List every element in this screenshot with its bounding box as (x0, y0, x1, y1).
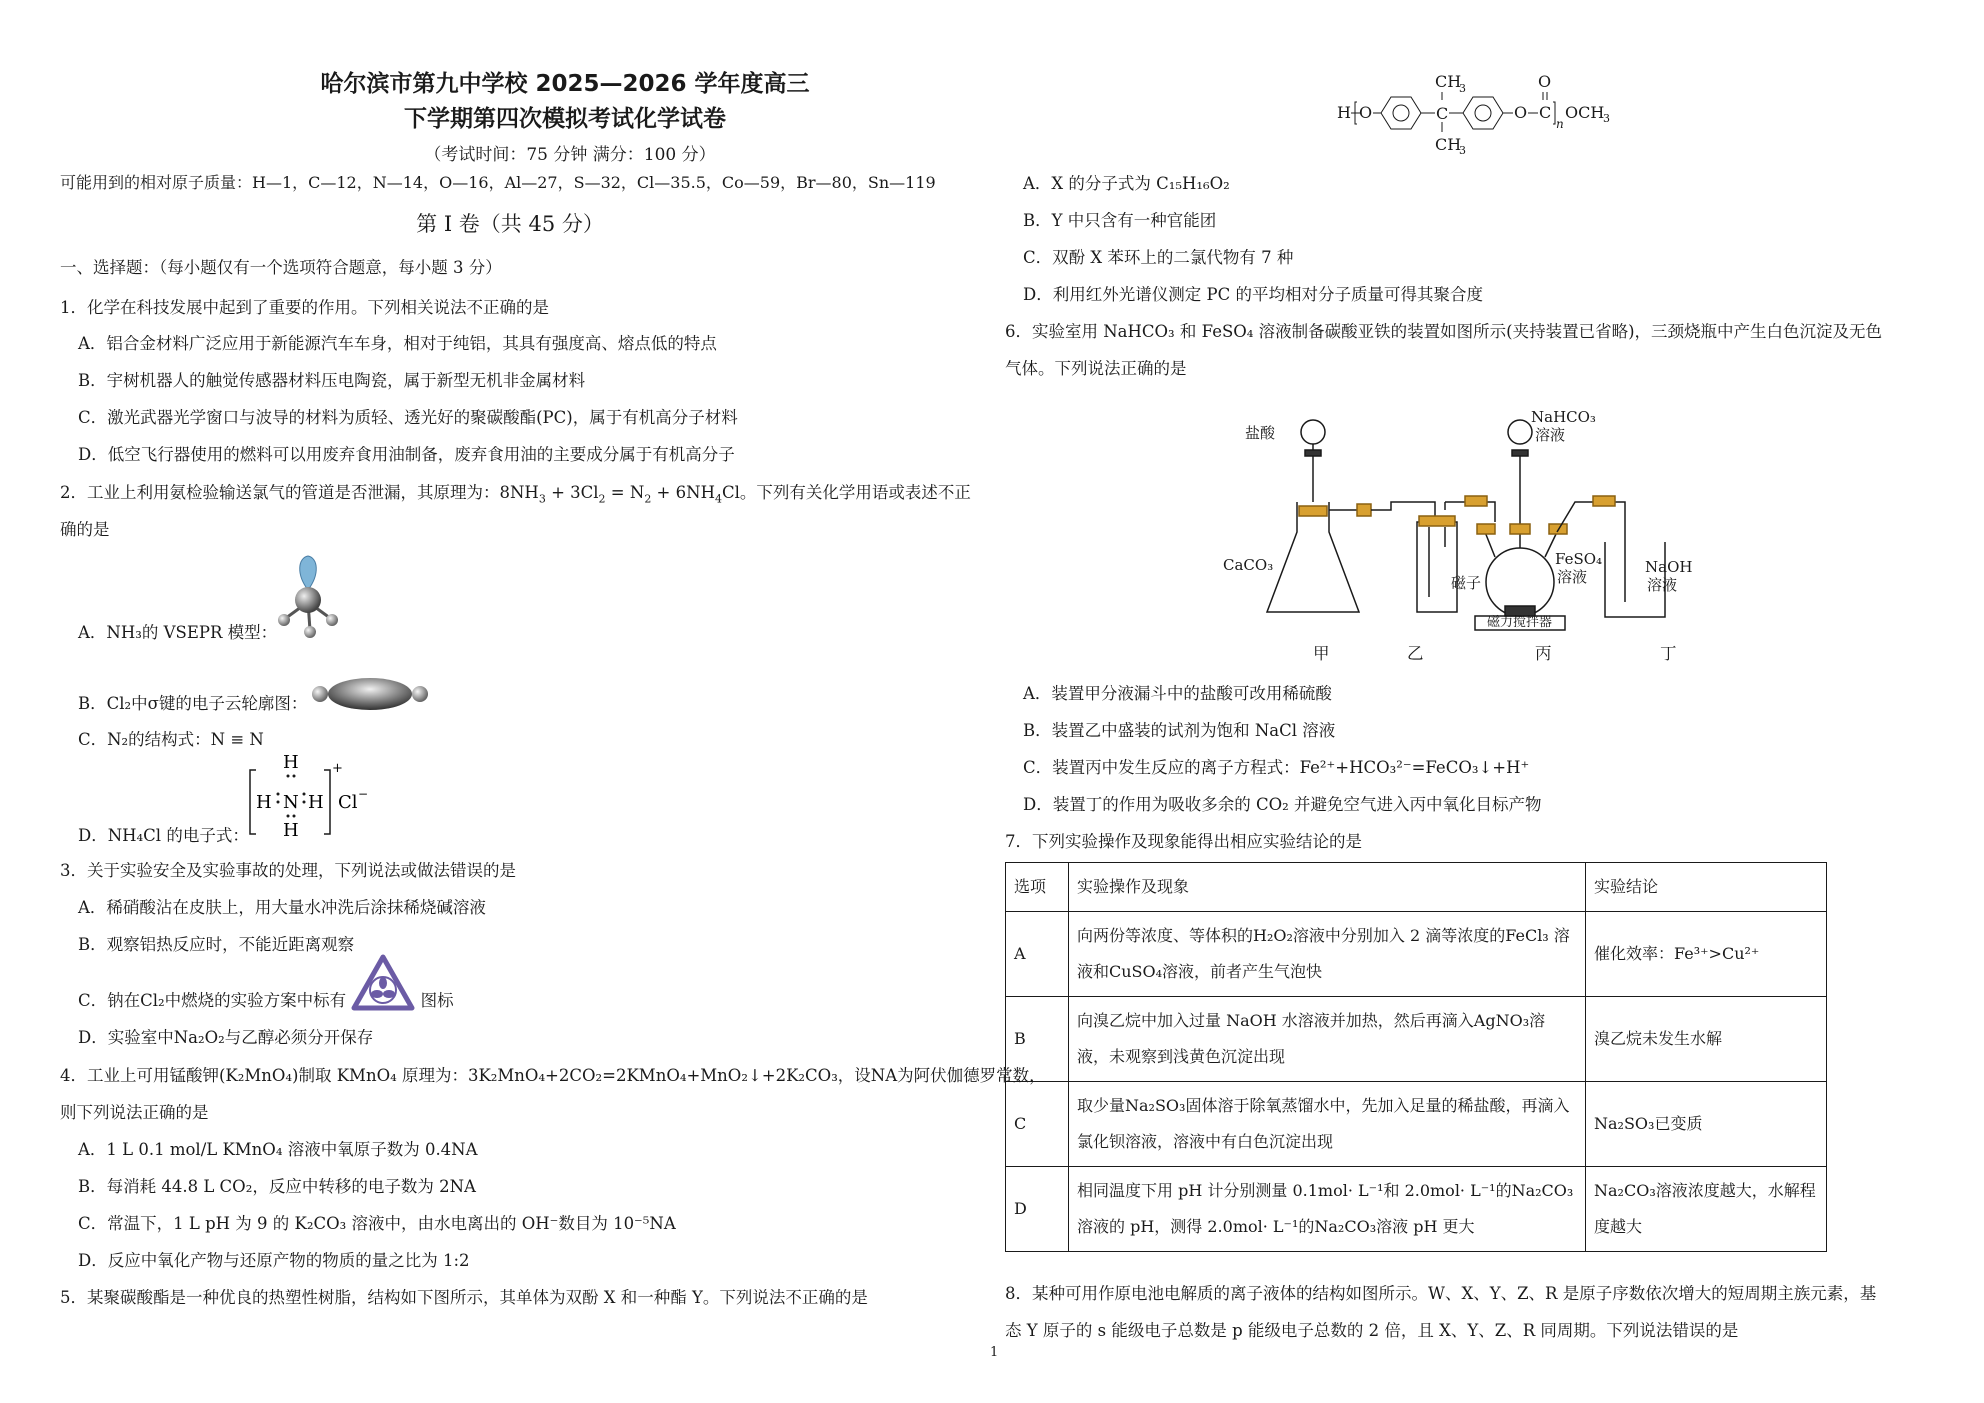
header-operation: 实验操作及现象 (1069, 863, 1586, 912)
label-naoh: NaOH (1645, 558, 1693, 576)
q4-option-c: C．常温下，1 L pH 为 9 的 K₂CO₃ 溶液中，由水电离出的 OH⁻数目为 10⁻⁵NA (78, 1214, 676, 1233)
q3-option-a: A．稀硝酸沾在皮肤上，用大量水冲洗后涂抹稀烧碱溶液 (78, 898, 486, 917)
svg-text:3: 3 (1459, 144, 1466, 157)
q2-option-d: D．NH₄Cl 的电子式： (78, 826, 249, 845)
row-b-operation: 向溴乙烷中加入过量 NaOH 水溶液并加热，然后再滴入AgNO₃溶液，未观察到浅黄色沉淀出现 (1069, 997, 1586, 1082)
label-nahco3-solution: 溶液 (1535, 426, 1566, 444)
svg-text:Cl: Cl (338, 792, 358, 813)
svg-text:H: H (256, 792, 272, 813)
svg-text:O: O (1359, 103, 1373, 122)
svg-text:3: 3 (1459, 82, 1466, 95)
q1-option-c: C．激光武器光学窗口与波导的材料为质轻、透光好的聚碳酸酯(PC)，属于有机高分子材料 (78, 408, 738, 427)
label-jia: 甲 (1313, 644, 1330, 663)
svg-text:−: − (358, 787, 369, 801)
row-a-option: A (1006, 912, 1069, 997)
q8-stem-cont: 态 Y 原子的 s 能级电子总数是 p 能级电子总数的 2 倍，且 X、Y、Z、R 同周期。下列说法错误的是 (1005, 1321, 1739, 1340)
q6-option-a: A．装置甲分液漏斗中的盐酸可改用稀硫酸 (1023, 684, 1332, 703)
q2-option-b: B．Cl₂中σ键的电子云轮廓图： (78, 694, 308, 713)
header-option: 选项 (1006, 863, 1069, 912)
label-nahco3: NaHCO₃ (1531, 408, 1596, 426)
svg-text:+: + (332, 761, 343, 776)
label-hcl: 盐酸 (1245, 424, 1276, 442)
separatory-funnel-jia (1301, 420, 1325, 444)
table-row (1006, 997, 1827, 1082)
svg-text:C: C (1436, 104, 1449, 123)
q3-option-c-suffix: 图标 (420, 991, 454, 1010)
q5-option-d: D．利用红外光谱仪测定 PC 的平均相对分子质量可得其聚合度 (1023, 285, 1483, 304)
label-ding: 丁 (1660, 644, 1677, 663)
label-caco3: CaCO₃ (1223, 556, 1274, 574)
exam-title-line2: 下学期第四次模拟考试化学试卷 (404, 106, 726, 132)
q4-stem: 4．工业上可用锰酸钾(K₂MnO₄)制取 KMnO₄ 原理为：3K₂MnO₄+2CO₂=2KMnO₄+MnO₂↓+2K₂CO₃，设NA为阿伏伽德罗常数， (60, 1066, 1046, 1085)
q2-stem-cont: 确的是 (60, 520, 110, 539)
svg-text:3: 3 (1603, 112, 1610, 125)
q3-option-c (78, 987, 454, 1012)
svg-text:N: N (283, 792, 299, 813)
sigma-bond-cloud-icon (310, 674, 430, 714)
ventilation-fan-icon (351, 954, 415, 1012)
polycarbonate-structure-icon (1335, 62, 1665, 162)
svg-text:CH: CH (1435, 135, 1462, 154)
q3-option-b: B．观察铝热反应时，不能近距离观察 (78, 935, 355, 954)
header-conclusion: 实验结论 (1586, 863, 1827, 912)
nh4cl-electron-formula-icon (246, 752, 369, 842)
row-c-operation: 取少量Na₂SO₃固体溶于除氧蒸馏水中，先加入足量的稀盐酸，再滴入氯化钡溶液，溶液中有白色沉淀出现 (1069, 1082, 1586, 1167)
q8-stem: 8．某种可用作原电池电解质的离子液体的结构如图所示。W、X、Y、Z、R 是原子序数依次增大的短周期主族元素，基 (1005, 1284, 1877, 1303)
svg-text:H: H (1337, 103, 1351, 122)
q6-stem-cont: 气体。下列说法正确的是 (1005, 359, 1187, 378)
q2-option-a: A．NH₃的 VSEPR 模型： (78, 623, 278, 642)
q6-option-d: D．装置丁的作用为吸收多余的 CO₂ 并避免空气进入丙中氧化目标产物 (1023, 795, 1542, 814)
q6-option-c: C．装置丙中发生反应的离子方程式：Fe²⁺+HCO₃²⁻=FeCO₃↓+H⁺ (1023, 758, 1530, 777)
row-a-operation: 向两份等浓度、等体积的H₂O₂溶液中分别加入 2 滴等浓度的FeCl₃ 溶液和CuSO₄溶液，前者产生气泡快 (1069, 912, 1586, 997)
q5-option-c: C．双酚 X 苯环上的二氯代物有 7 种 (1023, 248, 1294, 267)
q2-stem: 2．工业上利用氨检验输送氯气的管道是否泄漏，其原理为：$8NH_3 + 3Cl_2 = N_2 + 6NH_4Cl$。下列有关化学用语或表述不正 (60, 483, 971, 506)
row-d-option: D (1006, 1167, 1069, 1252)
svg-text:H: H (308, 792, 324, 813)
q3-option-c-text: C．钠在Cl₂中燃烧的实验方案中标有 (78, 991, 347, 1010)
q3-option-d: D．实验室中Na₂O₂与乙醇必须分开保存 (78, 1028, 374, 1047)
page-number: 1 (990, 1345, 999, 1360)
svg-text:C: C (1539, 103, 1552, 122)
label-naoh-solution: 溶液 (1647, 576, 1678, 594)
q2-option-c: C．N₂的结构式：N ≡ N (78, 730, 264, 749)
flask-jia (1267, 502, 1359, 612)
row-d-conclusion: Na₂CO₃溶液浓度越大，水解程度越大 (1586, 1167, 1827, 1252)
q6-stem: 6．实验室用 NaHCO₃ 和 FeSO₄ 溶液制备碳酸亚铁的装置如图所示(夹持装置已省略)，三颈烧瓶中产生白色沉淀及无色 (1005, 322, 1883, 341)
table-row (1006, 1167, 1827, 1252)
table-row (1006, 912, 1827, 997)
part-heading: 一、选择题：（每小题仅有一个选项符合题意，每小题 3 分） (60, 258, 502, 277)
label-yi: 乙 (1407, 644, 1424, 663)
exam-info: （考试时间：75 分钟 满分：100 分） (424, 145, 716, 165)
bottle-yi (1417, 522, 1457, 612)
q3-stem: 3．关于实验安全及实验事故的处理，下列说法或做法错误的是 (60, 861, 516, 880)
atomic-masses: 可能用到的相对原子质量：H—1，C—12，N—14，O—16，Al—27，S—32，Cl—35.5，Co—59，Br—80，Sn—119 (60, 173, 936, 192)
svg-text:OCH: OCH (1565, 103, 1605, 122)
table-header-row (1006, 863, 1827, 912)
row-a-conclusion: 催化效率：Fe³⁺>Cu²⁺ (1586, 912, 1827, 997)
experiment-table (1005, 862, 1827, 1252)
q1-option-a: A．铝合金材料广泛应用于新能源汽车车身，相对于纯铝，其具有强度高、熔点低的特点 (78, 334, 717, 353)
apparatus-diagram (1205, 392, 1693, 632)
section-title: 第 I 卷（共 45 分） (416, 212, 604, 236)
row-c-conclusion: Na₂SO₃已变质 (1586, 1082, 1827, 1167)
q2-stem-start: 2．工业上利用氨检验输送氯气的管道是否泄漏，其原理为：8NH (60, 483, 539, 502)
q1-option-b: B．宇树机器人的触觉传感器材料压电陶瓷，属于新型无机非金属材料 (78, 371, 586, 390)
q4-option-d: D．反应中氧化产物与还原产物的物质的量之比为 1:2 (78, 1251, 470, 1270)
label-feso4: FeSO₄ (1555, 550, 1603, 568)
exam-title-line1: 哈尔滨市第九中学校 2025—2026 学年度高三 (320, 71, 810, 97)
row-b-conclusion: 溴乙烷未发生水解 (1586, 997, 1827, 1082)
q1-option-d: D．低空飞行器使用的燃料可以用废弃食用油制备，废弃食用油的主要成分属于有机高分子 (78, 445, 735, 464)
q5-stem: 5．某聚碳酸酯是一种优良的热塑性树脂，结构如下图所示，其单体为双酚 X 和一种酯 Y。下列说法不正确的是 (60, 1288, 868, 1307)
row-b-option: B (1006, 997, 1069, 1082)
row-d-operation: 相同温度下用 pH 计分别测量 0.1mol· L⁻¹和 2.0mol· L⁻¹的Na₂CO₃ 溶液的 pH，测得 2.0mol· L⁻¹的Na₂CO₃溶液 pH 更大 (1069, 1167, 1586, 1252)
q6-option-b: B．装置乙中盛装的试剂为饱和 NaCl 溶液 (1023, 721, 1336, 740)
vsepr-model-icon (268, 552, 368, 652)
svg-text:O: O (1538, 72, 1552, 91)
q1-stem: 1．化学在科技发展中起到了重要的作用。下列相关说法不正确的是 (60, 298, 549, 317)
q4-option-a: A．1 L 0.1 mol/L KMnO₄ 溶液中氧原子数为 0.4NA (78, 1140, 478, 1159)
label-feso4-solution: 溶液 (1557, 568, 1588, 586)
svg-text:H: H (283, 752, 299, 773)
svg-text:CH: CH (1435, 72, 1462, 91)
q5-option-b: B．Y 中只含有一种官能团 (1023, 211, 1217, 230)
row-c-option: C (1006, 1082, 1069, 1167)
table-row (1006, 1082, 1827, 1167)
q4-stem-cont: 则下列说法正确的是 (60, 1103, 209, 1122)
svg-text:O: O (1514, 103, 1528, 122)
q4-option-b: B．每消耗 44.8 L CO₂，反应中转移的电子数为 2NA (78, 1177, 476, 1196)
label-magnet: 磁子 (1451, 574, 1482, 592)
label-bing: 丙 (1535, 644, 1552, 663)
svg-text:H: H (283, 820, 299, 841)
q5-option-a: A．X 的分子式为 C₁₅H₁₆O₂ (1023, 174, 1230, 193)
label-stirrer: 磁力搅拌器 (1487, 615, 1553, 630)
q7-stem: 7．下列实验操作及现象能得出相应实验结论的是 (1005, 832, 1362, 851)
svg-text:n: n (1556, 117, 1564, 131)
